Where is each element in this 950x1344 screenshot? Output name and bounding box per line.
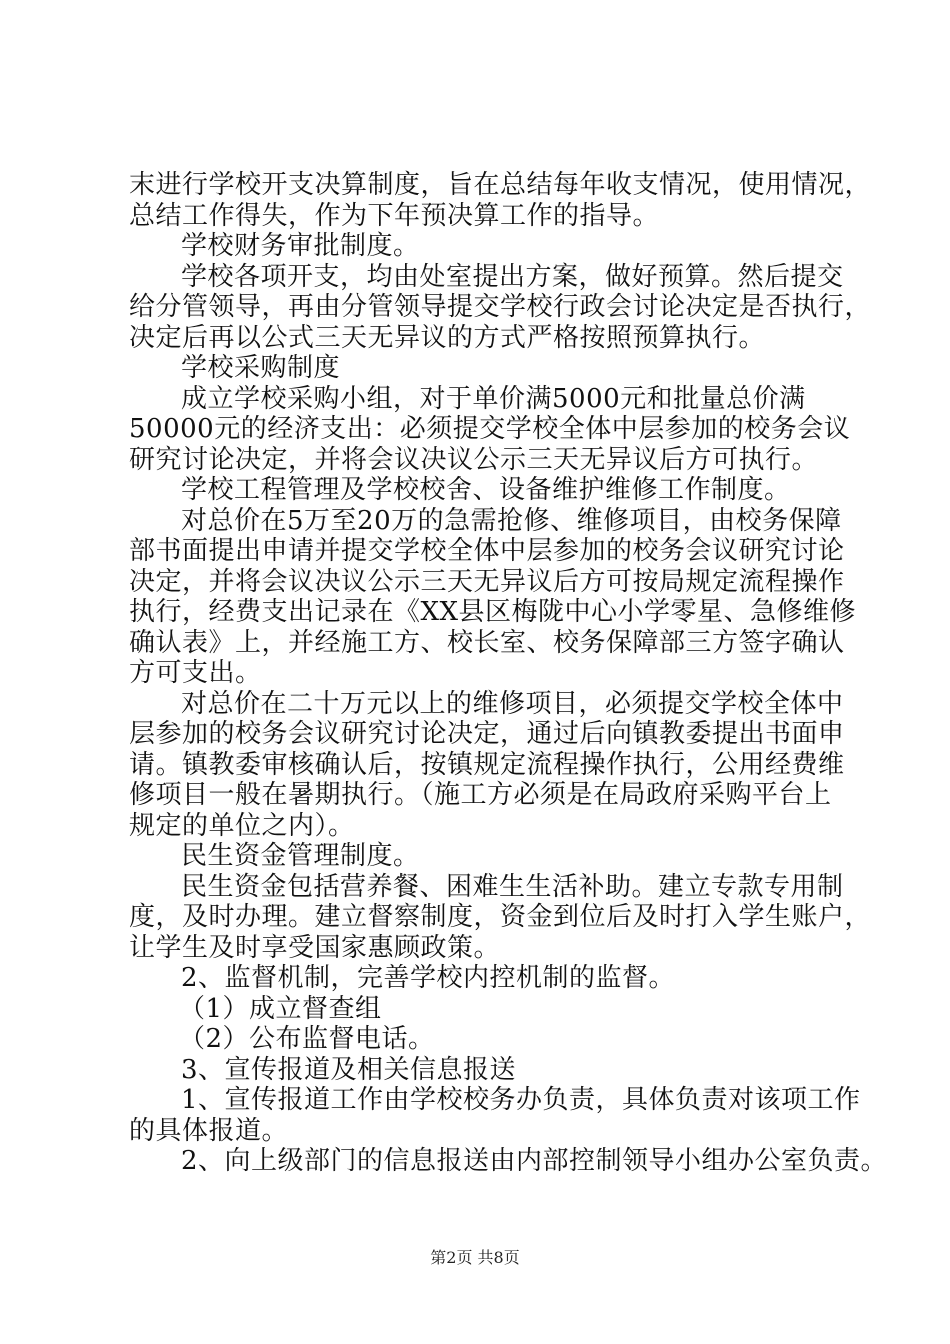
text-line: 请。镇教委审核确认后，按镇规定流程操作执行，公用经费维 — [129, 749, 845, 780]
text-line: 研究讨论决定，并将会议决议公示三天无异议后方可执行。 — [129, 444, 819, 475]
text-line: 的具体报道。 — [129, 1115, 289, 1146]
text-line: 民生资金包括营养餐、困难生生活补助。建立专款专用制 — [181, 871, 844, 902]
text-line: 对总价在5万至20万的急需抢修、维修项目，由校务保障 — [181, 505, 842, 536]
list-item: （2）公布监督电话。 — [179, 1024, 435, 1054]
text-line: 执行，经费支出记录在《XX县区梅陇中心小学零星、急修维修 — [129, 597, 857, 627]
text-line: 方可支出。 — [129, 658, 262, 688]
section-heading: 学校采购制度 — [181, 353, 341, 383]
text-line: 层参加的校务会议研究讨论决定，通过后向镇教委提出书面申 — [129, 719, 845, 749]
text-line: 1、宣传报道工作由学校校务办负责，具体负责对该项工作 — [181, 1085, 861, 1115]
section-heading: 3、宣传报道及相关信息报送 — [181, 1054, 517, 1085]
text-line: 让学生及时享受国家惠顾政策。 — [129, 932, 501, 963]
text-line: 确认表》上，并经施工方、校长室、校务保障部三方签字确认 — [129, 627, 845, 658]
text-line: 50000元的经济支出：必须提交学校全体中层参加的校务会议 — [129, 414, 851, 444]
text-line: 部书面提出申请并提交学校全体中层参加的校务会议研究讨论 — [129, 536, 845, 566]
text-line: 成立学校采购小组，对于单价满5000元和批量总价满 — [181, 383, 806, 414]
page-number: 第2页 共8页 — [430, 1248, 520, 1267]
section-heading: 学校工程管理及学校校舍、设备维护维修工作制度。 — [181, 475, 791, 505]
text-line: 对总价在二十万元以上的维修项目，必须提交学校全体中 — [181, 688, 844, 719]
text-line: 给分管领导，再由分管领导提交学校行政会讨论决定是否执行， — [129, 292, 872, 322]
text-line: 总结工作得失，作为下年预决算工作的指导。 — [129, 200, 660, 231]
list-item: （1）成立督查组 — [179, 993, 382, 1024]
section-heading: 2、监督机制，完善学校内控机制的监督。 — [181, 963, 676, 993]
text-line: 决定，并将会议决议公示三天无异议后方可按局规定流程操作 — [129, 566, 845, 597]
text-line: 学校各项开支，均由处室提出方案，做好预算。然后提交 — [181, 261, 844, 292]
document-body — [129, 170, 888, 1177]
section-heading: 民生资金管理制度。 — [181, 841, 420, 871]
text-line: 2、向上级部门的信息报送由内部控制领导小组办公室负责。 — [181, 1146, 888, 1176]
text-line: 规定的单位之内）。 — [129, 810, 355, 841]
text-line: 修项目一般在暑期执行。（施工方必须是在局政府采购平台上 — [129, 780, 832, 810]
text-line: 决定后再以公式三天无异议的方式严格按照预算执行。 — [129, 322, 766, 353]
section-heading: 学校财务审批制度。 — [181, 231, 420, 261]
text-line: 度，及时办理。建立督察制度，资金到位后及时打入学生账户， — [129, 902, 872, 932]
text-line: 末进行学校开支决算制度，旨在总结每年收支情况，使用情况， — [129, 170, 872, 200]
